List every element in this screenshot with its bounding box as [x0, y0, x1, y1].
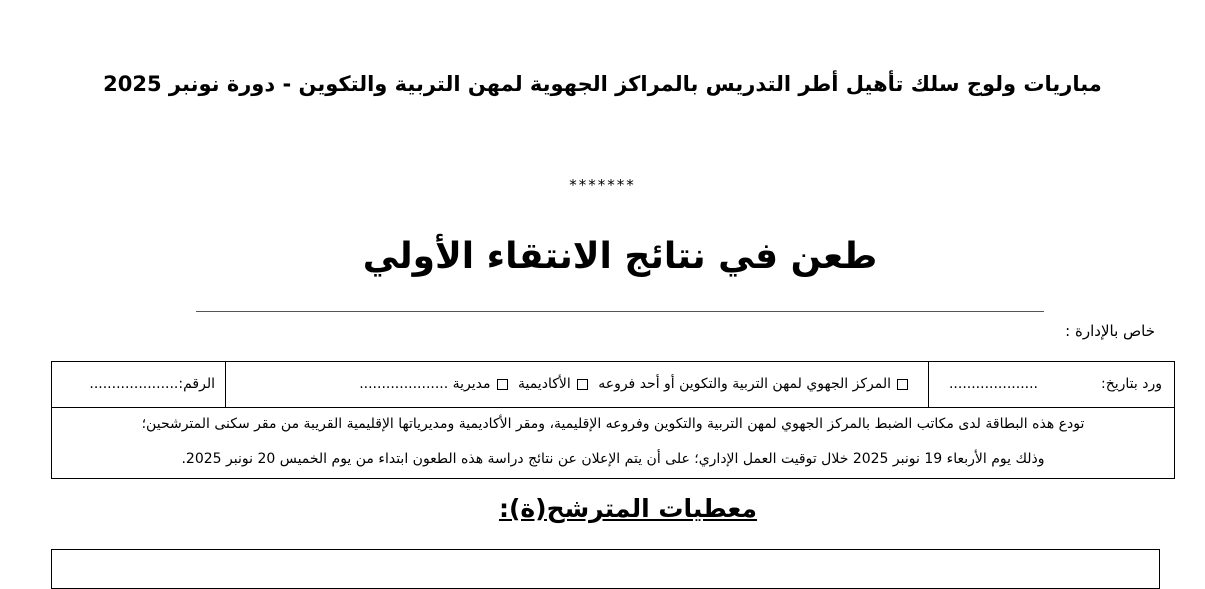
option-regional-center-label: المركز الجهوي لمهن التربية والتكوين أو أحد فروعه [598, 376, 891, 392]
number-label: الرقم:.................... [89, 376, 215, 392]
option-regional-center[interactable] [598, 362, 914, 406]
received-date-label: ورد بتاريخ: [1100, 376, 1162, 392]
checkbox-academy-icon[interactable] [577, 379, 588, 390]
option-academy-label: الأكاديمية [517, 376, 571, 392]
number-cell[interactable] [52, 362, 225, 407]
option-directorate-label: مديرية .................... [359, 376, 491, 392]
exam-title: مباريات ولوج سلك تأهيل أطر التدريس بالمراكز الجهوية لمهن التربية والتكوين - دورة نونبر 2025 [103, 72, 1102, 96]
document-title: طعن في نتائج الانتقاء الأولي [362, 236, 878, 277]
deposit-note-line-1: تودع هذه البطاقة لدى مكاتب الضبط بالمركز الجهوي لمهن التربية والتكوين وفروعه الإقليمية، ومقر الأكاديمية ومديرياتها الإقليمية القريبة من مقر سكنى المترشحين؛ [141, 416, 1085, 432]
admin-box [51, 361, 1175, 479]
candidate-data-box [51, 549, 1160, 589]
received-date-cell [928, 362, 1174, 407]
checkbox-directorate-icon[interactable] [497, 379, 508, 390]
admin-row [52, 362, 1174, 408]
candidate-data-heading: معطيات المترشح(ة): [498, 494, 758, 523]
checkbox-regional-center-icon[interactable] [897, 379, 908, 390]
title-underline-rule [196, 311, 1044, 312]
option-directorate[interactable] [359, 362, 513, 406]
separator-stars: ******* [569, 176, 636, 194]
received-date-field[interactable]: .................... [948, 376, 1038, 392]
option-academy[interactable] [518, 362, 594, 406]
recipient-options-cell [225, 362, 928, 407]
admin-section-label: خاص بالإدارة : [1065, 322, 1155, 340]
deposit-note-line-2: وذلك يوم الأربعاء 19 نونبر 2025 خلال توقيت العمل الإداري؛ على أن يتم الإعلان عن نتائج دراسة هذه الطعون ابتداء من يوم الخميس 20 نونبر 2025. [181, 451, 1045, 467]
